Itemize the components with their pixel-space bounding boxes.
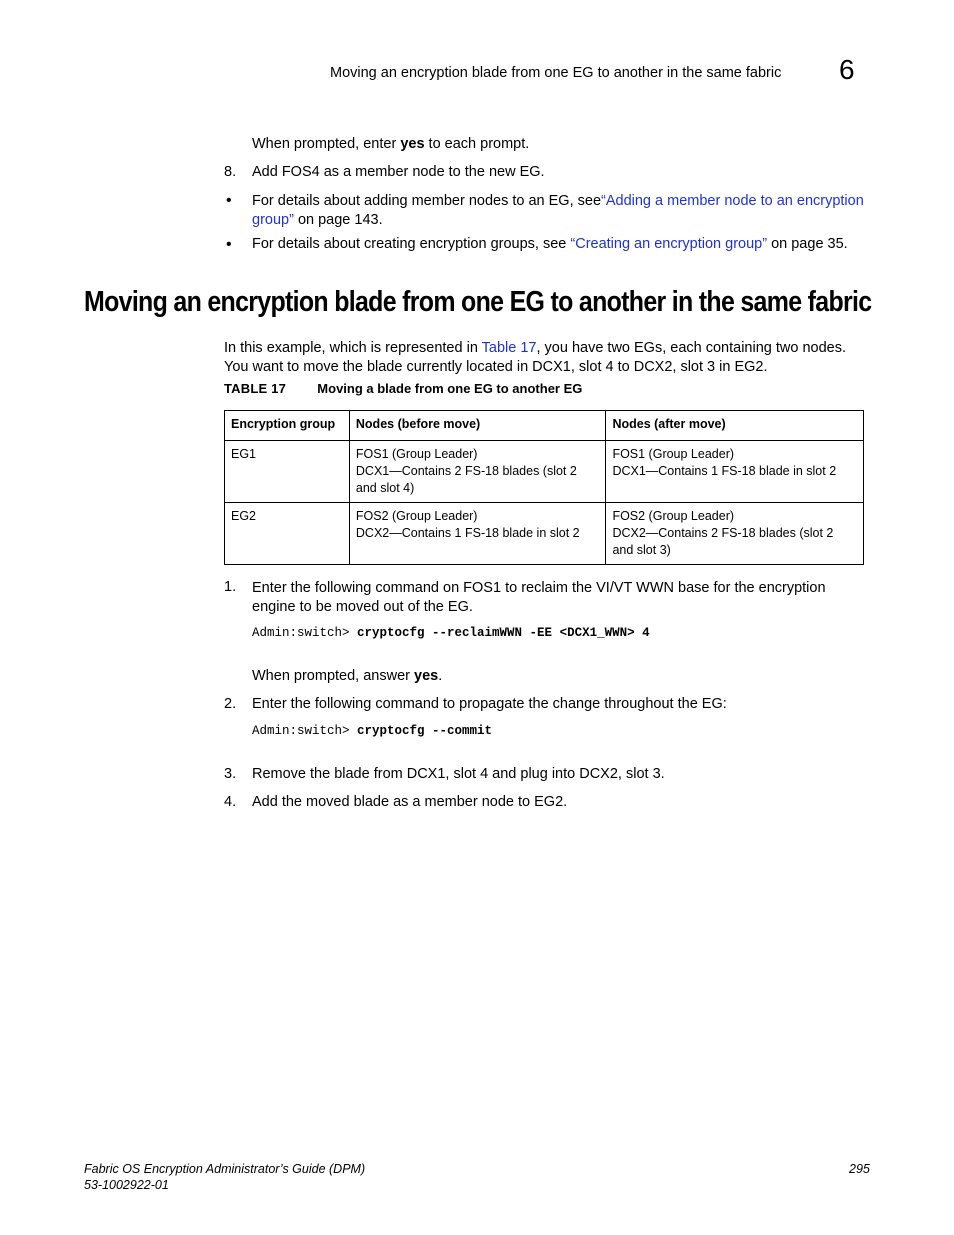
bullet-1-link-adding-member-node[interactable]: “Adding a member node to an encryption — [601, 193, 864, 209]
step-4-number: 4. — [224, 794, 237, 810]
step-1-number: 1. — [224, 579, 237, 595]
step-8-number: 8. — [224, 164, 237, 180]
table-cell-before — [349, 441, 606, 503]
step-3-text: Remove the blade from DCX1, slot 4 and plug into DCX2, slot 3. — [252, 766, 665, 782]
section-heading: Moving an encryption blade from one EG to another in the same fabric — [84, 286, 872, 318]
table-cell-group: EG2 — [225, 503, 350, 565]
cell-line: DCX1—Contains 1 FS-18 blade in slot 2 — [612, 464, 837, 478]
cell-line: DCX2—Contains 1 FS-18 blade in slot 2 — [355, 526, 580, 540]
answer-text-post: . — [438, 668, 443, 684]
command-commit: cryptocfg --commit — [357, 724, 493, 738]
step-1-line-2: engine to be moved out of the EG. — [252, 599, 473, 615]
bullet-1-page-ref: on page 143. — [293, 212, 383, 228]
nodes-table — [224, 410, 864, 565]
table-header-cell: Nodes (before move) — [349, 411, 606, 441]
table-cell-group: EG1 — [225, 441, 350, 503]
table-row — [225, 441, 864, 503]
step-4-text: Add the moved blade as a member node to EG2. — [252, 794, 568, 810]
table-header-row — [225, 411, 864, 441]
bullet-2-page-ref: on page 35. — [767, 236, 848, 252]
para-line-2: You want to move the blade currently located in DCX1, slot 4 to DCX2, slot 3 in EG2. — [224, 359, 768, 375]
table-17-link[interactable]: Table 17 — [481, 340, 537, 356]
bullet-1-link-continuation[interactable]: group” — [252, 212, 294, 228]
command-prompt: Admin:switch> — [252, 626, 358, 640]
table-header-cell: Nodes (after move) — [606, 411, 864, 441]
bullet-2 — [252, 236, 848, 252]
running-header-title: Moving an encryption blade from one EG to another in the same fabric — [330, 65, 782, 81]
bullet-marker: • — [226, 236, 232, 253]
table-label: TABLE 17 — [224, 381, 287, 396]
table-cell-before — [349, 503, 606, 565]
table-caption-text: Moving a blade from one EG to another EG — [317, 381, 583, 396]
footer-doc-title: Fabric OS Encryption Administrator’s Guide (DPM) — [84, 1162, 366, 1176]
command-line-1 — [252, 626, 650, 640]
cell-line: DCX2—Contains 2 FS-18 blades (slot 2 and slot 3) — [612, 526, 834, 557]
command-reclaim-wwn: cryptocfg --reclaimWWN -EE <DCX1_WWN> 4 — [357, 626, 650, 640]
prompt-yes-keyword: yes — [400, 136, 425, 152]
answer-yes-keyword: yes — [414, 668, 439, 684]
section-paragraph — [224, 339, 864, 377]
step-8-text: Add FOS4 as a member node to the new EG. — [252, 164, 545, 180]
answer-text-pre: When prompted, answer — [252, 668, 414, 684]
step-1-text — [252, 579, 826, 617]
step-3-number: 3. — [224, 766, 237, 782]
table-caption — [224, 381, 582, 396]
cell-line: FOS1 (Group Leader) — [355, 447, 478, 461]
prompt-text-pre: When prompted, enter — [252, 136, 401, 152]
para-text-cont: , you have two EGs, each containing two nodes. — [536, 340, 847, 356]
prompt-text-post: to each prompt. — [424, 136, 530, 152]
answer-instruction — [252, 668, 442, 684]
step-2-number: 2. — [224, 696, 237, 712]
table-header-cell: Encryption group — [225, 411, 350, 441]
bullet-marker: • — [226, 192, 232, 209]
bullet-2-text: For details about creating encryption groups, see — [252, 236, 571, 252]
table-cell-after — [606, 503, 864, 565]
step-2-text: Enter the following command to propagate the change throughout the EG: — [252, 696, 727, 712]
command-prompt: Admin:switch> — [252, 724, 358, 738]
prompt-instruction — [252, 136, 529, 152]
cell-line: FOS2 (Group Leader) — [355, 509, 478, 523]
cell-line: FOS1 (Group Leader) — [612, 447, 735, 461]
footer-page-number: 295 — [849, 1162, 870, 1176]
cell-line: DCX1—Contains 2 FS-18 blades (slot 2 and slot 4) — [355, 464, 577, 495]
bullet-2-link-creating-encryption-group[interactable]: “Creating an encryption group” — [570, 236, 768, 252]
bullet-1-text: For details about adding member nodes to an EG, see — [252, 193, 602, 209]
footer-doc-number: 53-1002922-01 — [84, 1178, 169, 1192]
para-text: In this example, which is represented in — [224, 340, 482, 356]
chapter-number: 6 — [839, 54, 855, 85]
table-row — [225, 503, 864, 565]
step-1-line-1: Enter the following command on FOS1 to reclaim the VI/VT WWN base for the encryption — [252, 580, 826, 596]
command-line-2 — [252, 724, 492, 738]
cell-line: FOS2 (Group Leader) — [612, 509, 735, 523]
bullet-1 — [252, 192, 872, 230]
table-cell-after — [606, 441, 864, 503]
